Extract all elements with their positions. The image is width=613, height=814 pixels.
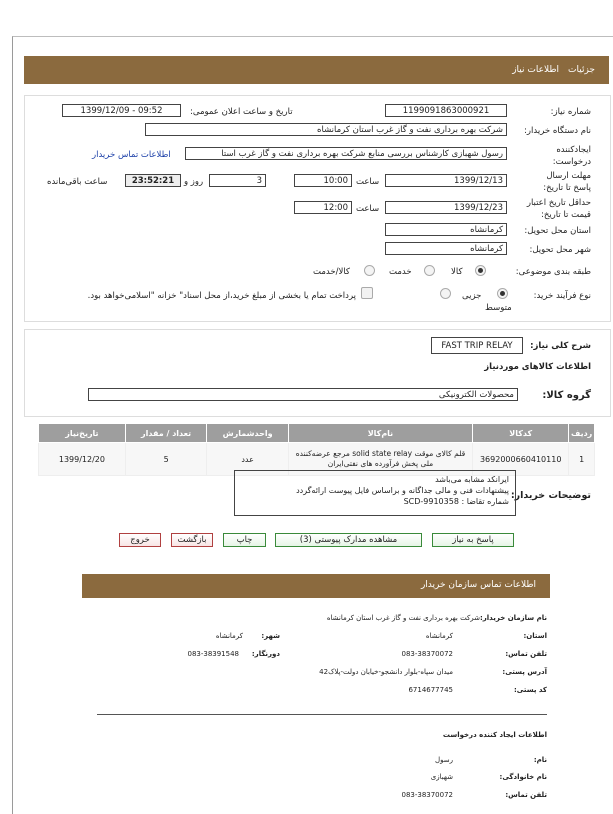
general-desc-field: FAST TRIP RELAY bbox=[431, 337, 523, 354]
contact-address-label: آدرس پستی: bbox=[502, 668, 547, 676]
tab-details[interactable]: جزئیات bbox=[568, 65, 595, 75]
col-qty: تعداد / مقدار bbox=[125, 424, 207, 443]
need-number-field: 1199091863000921 bbox=[385, 104, 507, 117]
contact-divider bbox=[97, 714, 547, 715]
buyer-contact-link[interactable]: اطلاعات تماس خریدار bbox=[92, 150, 171, 160]
creator-family-label: نام خانوادگی: bbox=[499, 773, 547, 781]
remaining-time: 23:52:21 bbox=[125, 174, 181, 187]
announce-field: 1399/12/09 - 09:52 bbox=[62, 104, 181, 117]
time-label: ساعت bbox=[356, 177, 380, 187]
contact-province: کرمانشاه bbox=[425, 632, 453, 640]
cell-unit: عدد bbox=[207, 443, 289, 476]
creator-phone-label: تلفن تماس: bbox=[505, 791, 547, 799]
creator-title: اطلاعات ایجاد کننده درخواست bbox=[442, 731, 547, 739]
contact-org: شرکت بهره برداری نفت و گاز غرب استان کرمانشاه bbox=[326, 614, 480, 622]
reply-button[interactable]: پاسخ به نیاز bbox=[432, 533, 514, 547]
contact-header bbox=[82, 574, 550, 598]
col-name: نام‌کالا bbox=[288, 424, 472, 443]
items-table bbox=[38, 423, 595, 476]
cell-qty: 5 bbox=[125, 443, 207, 476]
category-goods-radio[interactable] bbox=[475, 265, 486, 276]
send-deadline-time: 10:00 bbox=[294, 174, 352, 187]
category-goods-label: کالا bbox=[451, 267, 463, 277]
price-validity-time: 12:00 bbox=[294, 201, 352, 214]
process-label: نوع فرآیند خرید: bbox=[533, 291, 591, 301]
contact-postal-label: کد پستی: bbox=[513, 686, 547, 694]
city-field: کرمانشاه bbox=[385, 242, 507, 255]
back-button[interactable]: بازگشت bbox=[171, 533, 213, 547]
requester-field: رسول شهبازی کارشناس بررسی منابع شرکت بهره برداری نفت و گاز غرب استا bbox=[185, 147, 507, 160]
remaining-label: ساعت باقی‌مانده bbox=[47, 177, 108, 187]
contact-title: اطلاعات تماس سازمان خریدار bbox=[420, 580, 536, 590]
exit-button[interactable]: خروج bbox=[119, 533, 161, 547]
city-label: شهر محل تحویل: bbox=[529, 245, 591, 255]
buyer-notes-label: توضیحات خریدار: bbox=[510, 490, 591, 501]
province-label: استان محل تحویل: bbox=[524, 226, 591, 236]
col-row: ردیف bbox=[569, 424, 595, 443]
days-label: روز و bbox=[184, 177, 204, 187]
details-header bbox=[24, 56, 609, 84]
announce-label: تاریخ و ساعت اعلان عمومی: bbox=[190, 107, 293, 117]
table-header-row bbox=[39, 424, 595, 443]
goods-info-title: اطلاعات کالاهای موردنیاز bbox=[484, 362, 591, 372]
process-medium-label: متوسط bbox=[485, 303, 512, 313]
need-number-label: شماره نیاز: bbox=[550, 107, 591, 117]
buyer-notes-box: ایرانکد مشابه می‌باشد پیشنهادات فنی و مالی جداگانه و براساس فایل پیوست ارائه‌گردد شماره تقاضا : SCD-9910358 bbox=[234, 470, 516, 516]
cell-code: 3692000660410110 bbox=[473, 443, 569, 476]
creator-family: شهبازی bbox=[430, 773, 453, 781]
creator-phone: 083-38370072 bbox=[401, 791, 453, 799]
process-minor-label: جزیی bbox=[462, 291, 482, 301]
category-both-radio[interactable] bbox=[364, 265, 375, 276]
category-label: طبقه بندی موضوعی: bbox=[515, 267, 591, 277]
attachments-button[interactable]: مشاهده مدارک پیوستی (3) bbox=[275, 533, 422, 547]
cell-name: قلم کالای موقت solid state relay مرجع عرضه‌کننده ملی پخش فرآورده های نفتی‌ایران bbox=[288, 443, 472, 476]
col-date: تاریخ‌نیاز bbox=[39, 424, 126, 443]
contact-phone: 083-38370072 bbox=[401, 650, 453, 658]
time-label-2: ساعت bbox=[356, 204, 380, 214]
province-field: کرمانشاه bbox=[385, 223, 507, 236]
col-code: کدکالا bbox=[473, 424, 569, 443]
contact-org-label: نام سازمان خریدار: bbox=[479, 614, 547, 622]
contact-phone-label: تلفن تماس: bbox=[505, 650, 547, 658]
creator-name-label: نام: bbox=[533, 756, 547, 764]
contact-postal: 6714677745 bbox=[408, 686, 453, 694]
send-deadline-date: 1399/12/13 bbox=[385, 174, 507, 187]
send-deadline-label: مهلت ارسال پاسخ تا تاریخ: bbox=[543, 171, 591, 193]
cell-date: 1399/12/20 bbox=[39, 443, 126, 476]
requester-label: ایجادکننده درخواست: bbox=[552, 145, 591, 167]
creator-name: رسول bbox=[435, 756, 453, 764]
payment-note: پرداخت تمام یا بخشی از مبلغ خرید،از محل اسناد" خزانه "اسلامی‌خواهد بود. bbox=[87, 291, 356, 301]
print-button[interactable]: چاپ bbox=[223, 533, 266, 547]
contact-fax-label: دورنگار: bbox=[251, 650, 280, 658]
tab-need-info[interactable]: اطلاعات نیاز bbox=[512, 65, 559, 75]
process-medium-radio[interactable] bbox=[440, 288, 451, 299]
days-field: 3 bbox=[209, 174, 266, 187]
contact-province-label: استان: bbox=[523, 632, 547, 640]
buyer-org-field: شرکت بهره برداری نفت و گاز غرب استان کرمانشاه bbox=[145, 123, 507, 136]
process-minor-radio[interactable] bbox=[497, 288, 508, 299]
category-both-label: کالا/خدمت bbox=[313, 267, 350, 277]
category-service-label: خدمت bbox=[389, 267, 412, 277]
buyer-org-label: نام دستگاه خریدار: bbox=[524, 126, 591, 136]
price-validity-label: حداقل تاریخ اعتبار قیمت تا تاریخ: bbox=[526, 198, 591, 220]
contact-city-label: شهر: bbox=[261, 632, 280, 640]
price-validity-date: 1399/12/23 bbox=[385, 201, 507, 214]
col-unit: واحدشمارش bbox=[207, 424, 289, 443]
goods-group-label: گروه کالا: bbox=[542, 390, 591, 401]
general-desc-label: شرح کلی نیاز: bbox=[530, 341, 591, 351]
contact-city: کرمانشاه bbox=[215, 632, 243, 640]
goods-group-field: محصولات الکترونیکی bbox=[88, 388, 518, 401]
cell-row: 1 bbox=[569, 443, 595, 476]
category-service-radio[interactable] bbox=[424, 265, 435, 276]
contact-address: میدان سپاه-بلوار دانشجو-خیابان دولت-پلاک42 bbox=[319, 668, 453, 676]
contact-fax: 083-38391548 bbox=[187, 650, 239, 658]
treasury-payment-checkbox[interactable] bbox=[361, 287, 373, 299]
